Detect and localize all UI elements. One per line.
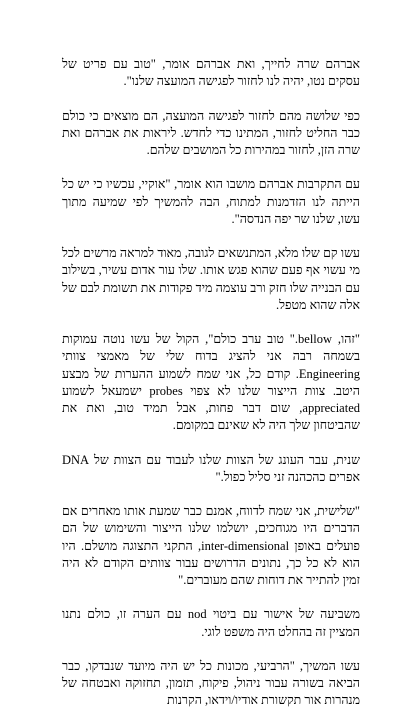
paragraph: כפי שלושה מהם לחזור לפגישה המועצה, הם מוצאים כי כולם כבר החליט לחזור, המתינו כדי לחדש. ליראות את אברהם ואת שרה הזן, לחזור במהירות כל המושבים שלהם. xyxy=(62,108,360,157)
paragraph: עשו קם שלו מלא, המתנשאים לגובה, מאוד למראה מרשים לכל מי עשוי אף פעם שהוא פגש אותו. שלו עור אדום עשיר, בשילוב עם הבנייה שלו חזק ורב עוצמה מיד פקודות את תשומת לבם של אלה שהוא מטפל. xyxy=(62,246,360,312)
paragraph: שנית, עבר העונג של הצוות שלנו לעבוד עם הצוות של DNA אפרים כהכהנה זני סליל כפול." xyxy=(62,452,360,484)
paragraph: משביעה של אישור עם ביטוי nod עם הערה זו, כולם נתנו המציין זה בהחלט היה משפט לוגי. xyxy=(62,607,360,639)
paragraph: עם התקרבות אברהם מושבו הוא אומר, "אוקיי, עכשיו כי יש כל הייתה לנו הזדמנות למתוח, הבה להמשיך לפי שמיעה מתוך עשו, שלנו שר יפה הנדסה". xyxy=(62,177,360,226)
paragraph: "שלישית, אני שמח לדווח, אמנם כבר שמעת אותו מאחרים אם הדברים היו מגוחכים, יושלמו שלנו הייצור והשימוש של הם פועלים באופן inter-dimensional, התקני התצוגה מושלם. היו הוא לא כל כך, נתונים הדרושים עבור צוותים הקודם לא היה זמין להתייר את דוחות שהם מעוברים." xyxy=(62,504,360,587)
paragraph: "זהו, bellow." טוב ערב כולם", הקול של עשו נוטה עמוקות בשמחה רבה אני להציג בדוח שלי של מאמצי צוותי Engineering. קודם כל, אני שמח לשמוע ההערות של מבצע היטב. צוות הייצור שלנו לא צפוי probes ישמעאל לשמוע appreciated, שום דבר פחות, אבל תמיד טוב, ואת את שהביטחון שלך היה לא שאינם במקומם. xyxy=(62,332,360,433)
document-page xyxy=(62,56,360,727)
paragraph: עשו המשיך, "הרביעי, מכונות כל יש היה מיועד שנבדקו, כבר הביאה בשורה עבור ניהול, פיקוח, תזמון, תחזוקה ואבטחה של מנהרות אור תקשורת אודיו/וידאו, הקרנות xyxy=(62,658,360,708)
paragraph: אברהם שרה לחייך, ואת אברהם אומר, "טוב עם פריט של עסקים נטו, יהיה לנו לחזור לפגישה המועצה שלנו". xyxy=(62,57,360,89)
